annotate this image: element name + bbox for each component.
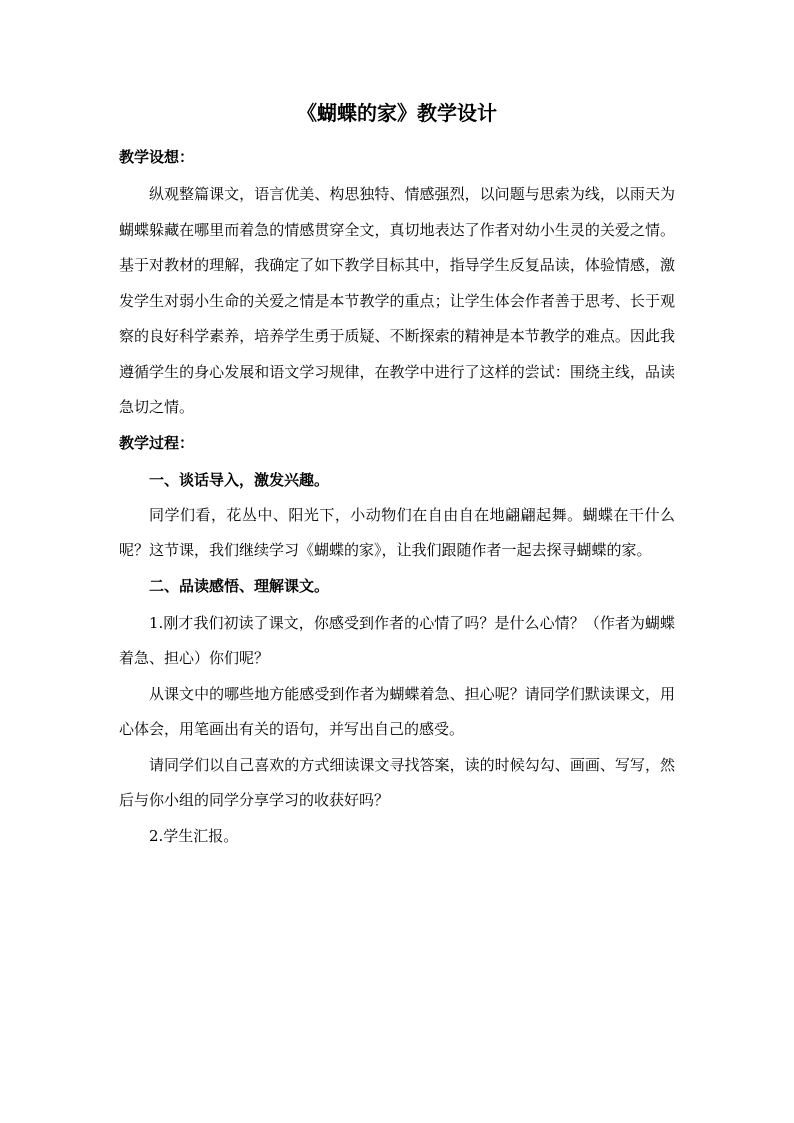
section-heading-teaching-process: 教学过程： (119, 433, 195, 452)
paragraph-reading-4: 2.学生汇报。 (149, 826, 239, 845)
paragraph-reading-2: 从课文中的哪些地方能感受到作者为蝴蝶着急、担心呢？请同学们默读课文，用心体会，用笔画出有关的语句，并写出自己的感受。 (119, 684, 675, 738)
paragraph-teaching-concept: 纵观整篇课文，语言优美、构思独特、情感强烈，以问题与思索为线，以雨天为蝴蝶躲藏在哪里而着急的情感贯穿全文，真切地表达了作者对幼小生灵的关爱之情。 基于对教材的理解，我确定了如下教学目标其中，指导学生反复品读，体验情感，激发学生对弱小生命的关爱之情是本节教学的重点；让学生体会作者善于思考、长于观察的良好科学素养，培养学生勇于质疑、不断探索的精神是本节教学的难点。因此我遵循学生的身心发展和语文学习规律，在教学中进行了这样的尝试：围绕主线，品读急切之情。 (119, 185, 675, 416)
paragraph-reading-1: 1.刚才我们初读了课文，你感受到作者的心情了吗？是什么心情？（作者为蝴蝶着急、担心）你们呢？ (119, 613, 675, 667)
paragraph-reading-3: 请同学们以自己喜欢的方式细读课文寻找答案，读的时候勾勾、画画、写写，然后与你小组的同学分享学习的收获好吗？ (119, 755, 675, 809)
step-heading-introduction: 一、谈话导入，激发兴趣。 (149, 470, 330, 489)
section-heading-teaching-concept: 教学设想： (119, 148, 195, 166)
paragraph-introduction: 同学们看，花丛中、阳光下，小动物们在自由自在地翩翩起舞。蝴蝶在干什么呢？这节课，我们继续学习《蝴蝶的家》，让我们跟随作者一起去探寻蝴蝶的家。 (119, 505, 675, 559)
spacer (119, 455, 675, 468)
step-heading-reading: 二、品读感悟、理解课文。 (149, 576, 330, 595)
spacer (119, 133, 675, 145)
spacer (119, 169, 675, 177)
spacer (119, 598, 675, 606)
document-page (119, 93, 675, 854)
document-title: 《蝴蝶的家》教学设计 (297, 101, 497, 125)
